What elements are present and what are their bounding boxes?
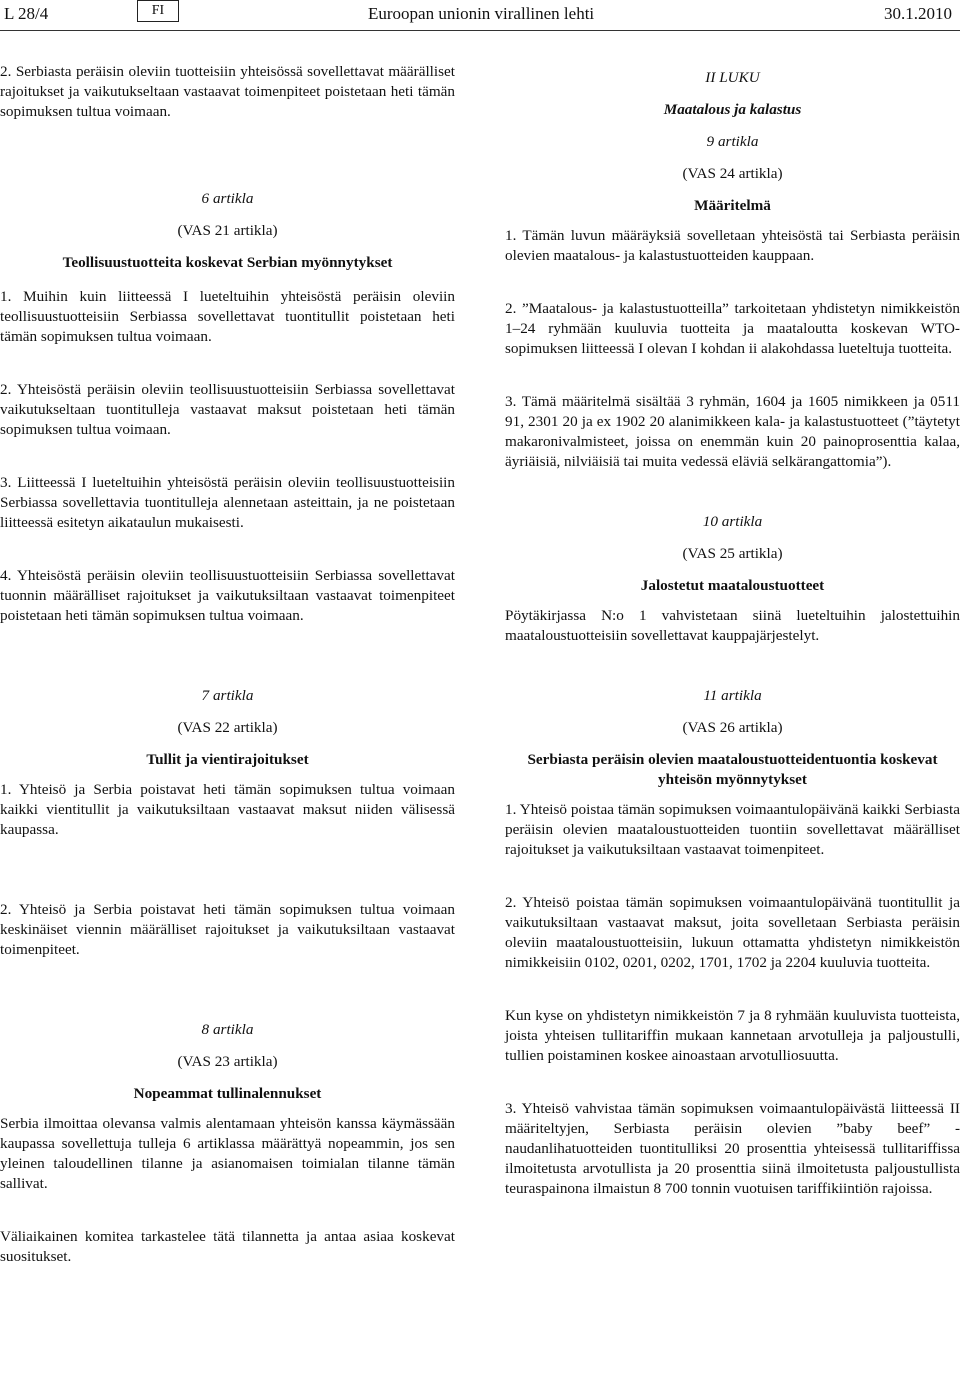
article-number: 11 artikla (703, 687, 762, 704)
publication-date: 30.1.2010 (884, 4, 952, 23)
article-title: Teollisuustuotteita koskevat Serbian myönnytykset (62, 254, 393, 271)
header-divider (0, 30, 960, 31)
paragraph: 4. Yhteisöstä peräisin oleviin teollisuustuotteisiin Serbiassa sovellettavat tuonnin määrälliset rajoitukset ja vaikutuksiltaan vastaavat toimenpiteet poistetaan heti tämän sopimuksen tultua voimaan. (0, 567, 455, 624)
article-number: 10 artikla (702, 513, 763, 530)
paragraph: 1. Muihin kuin liitteessä I lueteltuihin yhteisöstä peräisin oleviin teollisuustuotteisiin Serbiassa sovellettavat tuontitullit poistetaan heti tämän sopimuksen tultua voimaan. (0, 288, 455, 345)
paragraph: 3. Liitteessä I lueteltuihin yhteisöstä peräisin oleviin teollisuustuotteisiin Serbiassa sovellettavia tuontitulleja alennetaan asteittain, ja ne poistetaan liitteessä esitetyn aikataulun mukaisesti. (0, 474, 455, 531)
article-title: Tullit ja vientirajoitukset (146, 751, 309, 768)
paragraph: 1. Tämän luvun määräyksiä sovelletaan yhteisöstä tai Serbiasta peräisin olevien maatalous- ja kalastustuotteiden kauppaan. (505, 227, 960, 264)
paragraph: 2. Yhteisö poistaa tämän sopimuksen voimaantulopäivänä tuontitullit ja vaikutuksiltaan vastaavat maksut, joita sovelletaan Serbiasta peräisin oleviin maataloustuotteisiin, lukuun ottamatta yhdistetyn nimikkeistön nimikkeisiin 0102, 0201, 0202, 1701, 1702 ja 2204 kuuluvia tuotteita. (505, 894, 960, 971)
chapter-title: Maatalous ja kalastus (663, 101, 802, 118)
page-number: L 28/4 (4, 4, 49, 23)
paragraph: Kun kyse on yhdistetyn nimikkeistön 7 ja 8 ryhmään kuuluvista tuotteista, joista yhteisen tullitariffin mukaan kannetaan arvotulleja ja paljoustulli, tullien poistaminen koskee ainoastaan arvotulliosuutta. (505, 1007, 960, 1064)
paragraph: 1. Yhteisö ja Serbia poistavat heti tämän sopimuksen tultua voimaan kaikki vientitullit ja vaikutuksiltaan vastaavat maksut niiden välisessä kaupassa. (0, 781, 455, 838)
paragraph: Väliaikainen komitea tarkastelee tätä tilannetta ja antaa asiaa koskevat suositukset. (0, 1228, 455, 1265)
article-reference: (VAS 24 artikla) (682, 165, 783, 182)
article-title: Serbiasta peräisin olevien maataloustuotteidentuontia koskevat yhteisön myönnytykset (527, 751, 938, 788)
article-reference: (VAS 25 artikla) (682, 545, 783, 562)
paragraph: 2. Yhteisöstä peräisin oleviin teollisuustuotteisiin Serbiassa sovellettavat vaikutukseltaan tuontitulleja vastaavat maksut poistetaan heti tämän sopimuksen tultua voimaan. (0, 381, 455, 438)
article-title: Nopeammat tullinalennukset (133, 1085, 322, 1102)
article-number: 6 artikla (201, 190, 254, 207)
article-reference: (VAS 23 artikla) (177, 1053, 278, 1070)
language-code: FI (137, 0, 179, 22)
paragraph: 2. Yhteisö ja Serbia poistavat heti tämän sopimuksen tultua voimaan keskinäiset viennin määrälliset rajoitukset ja vaikutuksiltaan vastaavat toimenpiteet. (0, 901, 455, 958)
left-column (0, 62, 455, 1267)
paragraph: 3. Tämä määritelmä sisältää 3 ryhmän, 1604 ja 1605 nimikkeen ja 0511 91, 2301 20 ja ex 1902 20 alanimikkeen kala- ja kalastustuotteet (”täytetyt makaronivalmisteet, joissa on enemmän kuin 20 painoprosenttia kalaa, äyriäisiä, nilviäisiä tai muita vedessä eläviä selkärangattomia”). (505, 393, 960, 470)
journal-title: Euroopan unionin virallinen lehti (368, 4, 595, 23)
article-number: 8 artikla (201, 1021, 254, 1038)
article-number: 7 artikla (201, 687, 254, 704)
chapter-number: II LUKU (705, 69, 760, 86)
paragraph: Pöytäkirjassa N:o 1 vahvistetaan siinä lueteltuihin jalostettuihin maataloustuotteisiin sovellettavat kauppajärjestelyt. (505, 607, 960, 644)
paragraph: 3. Yhteisö vahvistaa tämän sopimuksen voimaantulopäivästä liitteessä II määriteltyjen, Serbiasta peräisin olevien ”baby beef” -naudanlihatuotteiden tuontitulliksi 20 prosenttia yhteisessä tullitariffissa ilmoitetusta arvotullista ja 20 prosenttia siinä ilmoitetusta paljoustullista teuraspainona ilmaistun 8 700 tonnin vuotuisen tariffikiintiön rajoissa. (505, 1100, 960, 1197)
article-title: Määritelmä (694, 197, 771, 214)
right-column (505, 68, 960, 1199)
page-header (0, 0, 960, 30)
article-number: 9 artikla (706, 133, 759, 150)
article-reference: (VAS 26 artikla) (682, 719, 783, 736)
paragraph: Serbia ilmoittaa olevansa valmis alentamaan yhteisön kanssa käymässään kaupassa sovellettuja tulleja 6 artiklassa määrättyä nopeammin, jos sen yleinen taloudellinen tilanne ja asianomaisen toimialan tilanne tämän sallivat. (0, 1115, 455, 1192)
article-reference: (VAS 22 artikla) (177, 719, 278, 736)
paragraph: 1. Yhteisö poistaa tämän sopimuksen voimaantulopäivänä kaikki Serbiasta peräisin olevien maataloustuotteiden tuontiin sovellettavat määrälliset rajoitukset ja vaikutuksiltaan vastaavat toimenpiteet. (505, 801, 960, 858)
article-title: Jalostetut maataloustuotteet (640, 577, 825, 594)
paragraph: 2. ”Maatalous- ja kalastustuotteilla” tarkoitetaan yhdistetyn nimikkeistön 1–24 ryhmään kuuluvia tuotteita ja maataloutta koskevan WTO-sopimuksen liitteessä I olevan I kohdan ii alakohdassa lueteltuja tuotteita. (505, 300, 960, 357)
article-reference: (VAS 21 artikla) (177, 222, 278, 239)
paragraph: 2. Serbiasta peräisin oleviin tuotteisiin yhteisössä sovellettavat määrälliset rajoitukset ja vaikutukseltaan vastaavat toimenpiteet poistetaan heti tämän sopimuksen tultua voimaan. (0, 63, 455, 120)
